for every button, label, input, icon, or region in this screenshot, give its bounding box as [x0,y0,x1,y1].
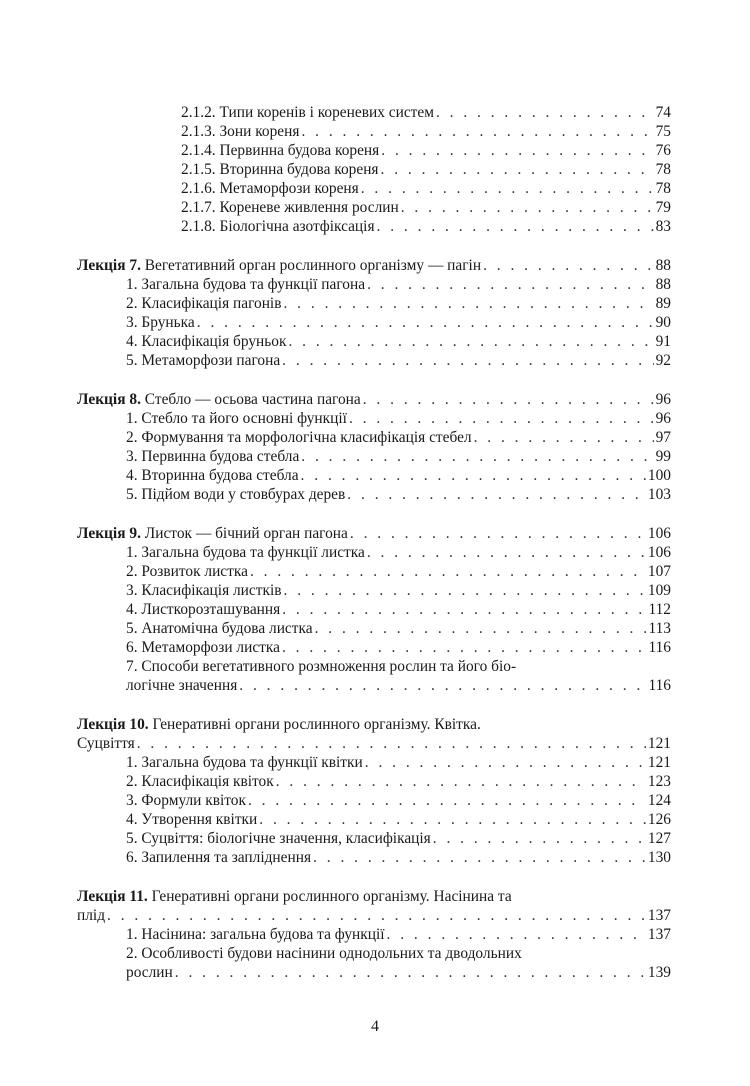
toc-entry[interactable] [77,963,671,982]
toc-entry-page: 75 [655,123,671,140]
lecture-label: Лекція 8. [77,391,141,408]
toc-entry-title: 5. Метаморфози пагона [126,352,281,369]
toc-entry-page: 78 [655,161,671,178]
toc-entry-page: 107 [647,563,671,580]
toc-entry-page: 123 [647,773,671,790]
dot-leader [315,619,647,638]
dot-leader [433,829,646,848]
toc-entry-page: 113 [648,620,671,637]
toc-entry[interactable] [77,275,671,294]
toc-entry-page: 116 [648,677,671,694]
toc-entry-page: 121 [647,754,671,771]
toc-entry-page: 92 [655,352,671,369]
toc-entry-page: 89 [655,295,671,312]
toc-entry-title: 1. Стебло та його основні функції [126,410,347,427]
dot-leader [349,409,654,428]
lecture-label: Лекція 9. [77,525,141,542]
toc-entry-first-line[interactable]: 2. Особливості будови насінини однодольних та дводольних [126,945,522,962]
dot-leader [365,753,646,772]
dot-leader [367,275,654,294]
toc-entry-page: 137 [647,907,671,924]
toc-lecture-9[interactable] [77,524,671,543]
toc-entry[interactable] [77,332,671,351]
toc-entry[interactable] [77,791,671,810]
toc-entry-title: 4. Класифікація бруньок [126,333,287,350]
dot-leader [259,810,646,829]
toc-entry-title: 3. Первинна будова стебла [126,448,300,465]
toc-entry[interactable] [77,141,671,160]
toc-entry-title: 1. Насінина: загальна будова та функції [126,926,385,943]
toc-entry-page: 137 [647,926,671,943]
toc-entry-page: 100 [647,467,671,484]
toc-entry-page: 74 [655,104,671,121]
toc-entry-page: 97 [655,429,671,446]
toc-entry[interactable] [77,351,671,370]
dot-leader [474,428,654,447]
dot-leader [175,963,646,982]
dot-leader [301,122,653,141]
dot-leader [137,734,646,753]
toc-entry[interactable] [77,638,671,657]
toc-entry-page: 112 [648,601,671,618]
toc-entry-title: 2. Формування та морфологічна класифікація стебел [126,429,472,446]
toc-entry[interactable] [77,122,671,141]
toc-entry-page: 88 [655,257,671,274]
dot-leader [347,485,646,504]
dot-leader [282,600,646,619]
dot-leader [363,390,654,409]
toc-entry-title: 1. Загальна будова та функції пагона [126,276,366,293]
toc-entry[interactable] [77,676,671,695]
toc-entry-page: 121 [647,735,671,752]
toc-entry-title: 2.1.5. Вторинна будова кореня [181,161,379,178]
toc-entry[interactable] [77,217,671,236]
toc-entry-title: 2. Класифікація пагонів [126,295,282,312]
toc-entry[interactable] [77,600,671,619]
dot-leader [401,198,654,217]
toc-entry[interactable] [77,313,671,332]
dot-leader [250,562,646,581]
dot-leader [282,638,647,657]
toc-entry-page: 91 [655,333,671,350]
dot-leader [197,313,654,332]
dot-leader [381,141,653,160]
toc-entry[interactable] [77,179,671,198]
lecture-title: Листок — бічний орган пагона [144,525,348,542]
toc-entry-page: 116 [648,639,671,656]
dot-leader [301,466,646,485]
toc-entry-title: 1. Загальна будова та функції листка [126,544,365,561]
toc-entry[interactable] [77,810,671,829]
toc-entry[interactable] [77,485,671,504]
dot-leader [436,103,654,122]
lecture-label: Лекція 10. [77,716,149,733]
toc-entry-title: 2.1.8. Біологічна азотфіксація [181,218,375,235]
toc-entry-title: 4. Листкорозташування [126,601,281,618]
dot-leader [239,676,646,695]
toc-entry-title: 2.1.3. Зони кореня [181,123,300,140]
toc-entry[interactable] [77,543,671,562]
toc-entry-title: 3. Класифікація листків [126,582,282,599]
toc-entry-page: 124 [647,792,671,809]
toc-entry-title: 1. Загальна будова та функції квітки [126,754,363,771]
lecture-title: Генеративні органи рослинного організму. Квітка. [152,716,481,733]
toc-entry-page: 106 [647,544,671,561]
toc-entry-title: 5. Підйом води у стовбурах дерев [126,486,346,503]
toc-entry-page: 130 [647,849,671,866]
toc-entry-title: 2.1.7. Кореневе живлення рослин [181,199,399,216]
toc-entry-page: 78 [655,180,671,197]
toc-entry-title: логічне значення [126,677,238,694]
toc-entry[interactable] [77,198,671,217]
dot-leader [387,925,646,944]
lecture-title-continued: Суцвіття [77,735,135,752]
toc-entry-page: 76 [655,142,671,159]
dot-leader [367,543,646,562]
toc-lecture-11[interactable] [77,906,671,925]
lecture-title: Генеративні органи рослинного організму. Насінина та [151,888,512,905]
toc-entry-page: 139 [647,964,671,981]
dot-leader [350,524,646,543]
toc-entry-title: 2.1.4. Первинна будова кореня [181,142,380,159]
toc-entry-page: 109 [647,582,671,599]
toc-entry[interactable] [77,581,671,600]
page-number: 4 [371,1018,379,1035]
dot-leader [377,217,654,236]
toc-entry-page: 88 [655,276,671,293]
toc-entry-title: 2.1.2. Типи коренів і кореневих систем [181,104,434,121]
toc-entry-title: 6. Метаморфози листка [126,639,280,656]
toc-entry-page: 79 [655,199,671,216]
toc-entry-page: 103 [647,486,671,503]
toc-entry-page: 106 [647,525,671,542]
dot-leader [282,351,653,370]
dot-leader [483,256,654,275]
toc-entry[interactable] [77,925,671,944]
toc-entry[interactable] [77,409,671,428]
toc-entry-title: 3. Брунька [126,314,195,331]
dot-leader [288,332,653,351]
lecture-title-continued: плід [77,907,106,924]
toc-lecture-10[interactable] [77,734,671,753]
toc-entry-page: 96 [655,391,671,408]
toc-entry-page: 96 [655,410,671,427]
toc-entry[interactable] [77,160,671,179]
toc-entry-page: 99 [655,448,671,465]
toc-entry[interactable] [77,772,671,791]
dot-leader [276,772,646,791]
toc-entry-title: 4. Вторинна будова стебла [126,467,299,484]
lecture-title: Вегетативний орган рослинного організму — пагін [144,257,482,274]
toc-entry-title: 3. Формули квіток [126,792,246,809]
toc-lecture-10-first-line[interactable] [77,715,671,734]
toc-entry-title: рослин [126,964,173,981]
dot-leader [313,848,646,867]
dot-leader [301,447,653,466]
toc-entry[interactable] [77,619,671,638]
toc-entry[interactable] [77,428,671,447]
toc-entry-title: 4. Утворення квітки [126,811,258,828]
toc-entry[interactable] [77,829,671,848]
toc-entry[interactable] [77,753,671,772]
dot-leader [107,906,646,925]
dot-leader [284,581,646,600]
dot-leader [248,791,646,810]
toc-entry-title: 6. Запилення та запліднення [126,849,312,866]
lecture-label: Лекція 7. [77,257,141,274]
toc-entry-page: 83 [655,218,671,235]
toc-entry-title: 2.1.6. Метаморфози кореня [181,180,359,197]
table-of-contents [77,103,671,982]
toc-entry-title: 2. Розвиток листка [126,563,248,580]
toc-entry[interactable] [77,447,671,466]
toc-lecture-11-first-line[interactable] [77,887,671,906]
toc-lecture-8[interactable] [77,390,671,409]
toc-entry-title: 5. Суцвіття: біологічне значення, класифікація [126,830,431,847]
toc-entry[interactable] [77,466,671,485]
toc-entry[interactable] [77,848,671,867]
toc-entry-page: 126 [647,811,671,828]
toc-entry-title: 2. Класифікація квіток [126,773,274,790]
toc-lecture-7[interactable] [77,256,671,275]
toc-entry[interactable] [77,294,671,313]
toc-entry-page: 90 [655,314,671,331]
lecture-label: Лекція 11. [77,888,148,905]
toc-entry[interactable] [77,562,671,581]
toc-entry[interactable] [77,103,671,122]
toc-entry-page: 127 [647,830,671,847]
dot-leader [381,160,654,179]
lecture-title: Стебло — осьова частина пагона [144,391,361,408]
dot-leader [283,294,653,313]
dot-leader [361,179,654,198]
toc-entry-title: 5. Анатомічна будова листка [126,620,313,637]
toc-entry-first-line[interactable]: 7. Способи вегетативного розмноження рослин та його біо- [126,658,517,675]
